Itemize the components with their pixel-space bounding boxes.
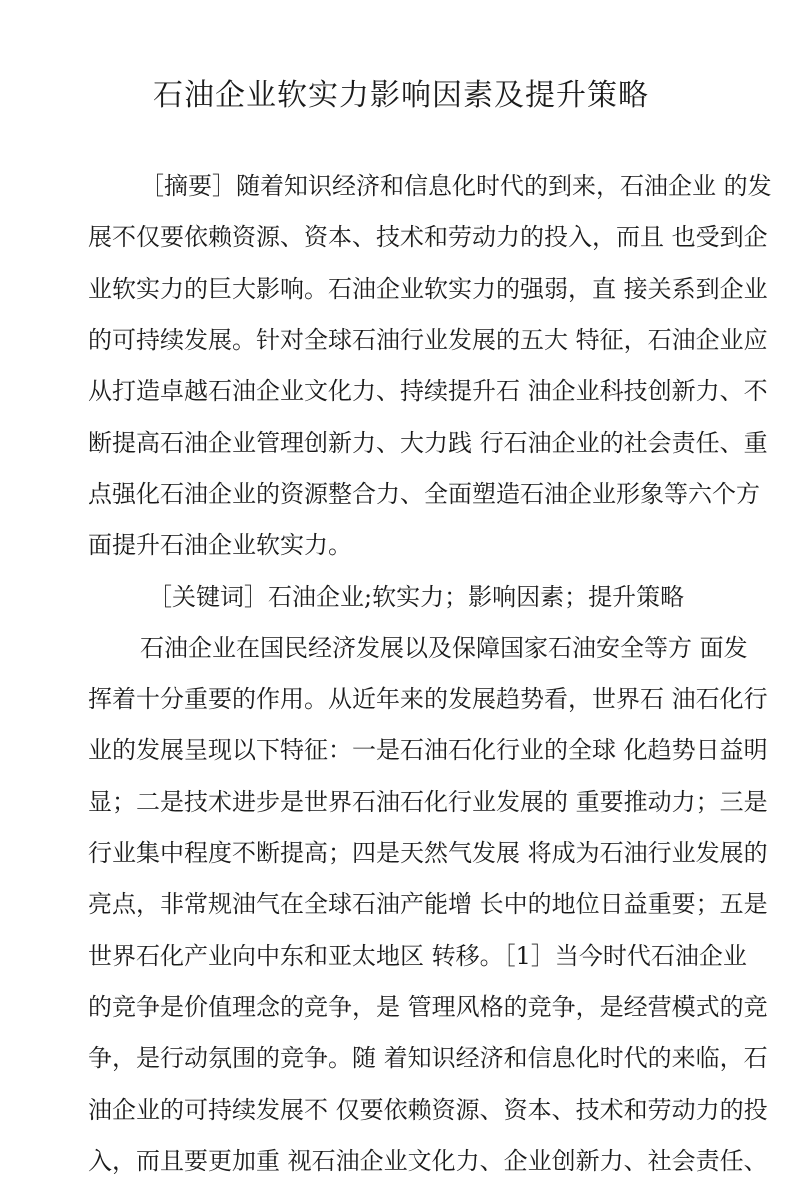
abstract-line: ［摘要］随着知识经济和信息化时代的到来，石油企业 的发 (140, 172, 772, 200)
body-line: 亮点，非常规油气在全球石油产能增 长中的地位日益重要；五是 (88, 890, 768, 918)
body-line: 的竞争是价值理念的竞争，是 管理风格的竞争，是经营模式的竞 (88, 993, 768, 1021)
body-line: 显；二是技术进步是世界石油石化行业发展的 重要推动力；三是 (88, 788, 768, 816)
abstract-line: 展不仅要依赖资源、资本、技术和劳动力的投入，而且 也受到企 (88, 223, 768, 251)
abstract-line: 业软实力的巨大影响。石油企业软实力的强弱，直 接关系到企业 (88, 275, 768, 303)
document-title: 石油企业软实力影响因素及提升策略 (153, 78, 649, 113)
keywords-line: ［关键词］石油企业;软实力；影响因素；提升策略 (148, 583, 685, 611)
body-line: 业的发展呈现以下特征：一是石油石化行业的全球 化趋势日益明 (88, 736, 768, 764)
abstract-line: 断提高石油企业管理创新力、大力践 行石油企业的社会责任、重 (88, 429, 768, 457)
body-line: 挥着十分重要的作用。从近年来的发展趋势看，世界石 油石化行 (88, 685, 768, 713)
abstract-line: 从打造卓越石油企业文化力、持续提升石 油企业科技创新力、不 (88, 377, 768, 405)
body-line: 争，是行动氛围的竞争。随 着知识经济和信息化时代的来临，石 (88, 1044, 768, 1072)
body-line: 石油企业在国民经济发展以及保障国家石油安全等方 面发 (140, 634, 748, 662)
body-line: 入，而且要更加重 视石油企业文化力、企业创新力、社会责任、 (88, 1147, 768, 1175)
abstract-line: 面提升石油企业软实力。 (88, 531, 352, 559)
abstract-line: 点强化石油企业的资源整合力、全面塑造石油企业形象等六个方 (88, 480, 760, 508)
abstract-line: 的可持续发展。针对全球石油行业发展的五大 特征，石油企业应 (88, 326, 768, 354)
body-line: 油企业的可持续发展不 仅要依赖资源、资本、技术和劳动力的投 (88, 1096, 768, 1124)
body-line: 行业集中程度不断提高；四是天然气发展 将成为石油行业发展的 (88, 839, 768, 867)
body-line: 世界石化产业向中东和亚太地区 转移。［1］当今时代石油企业 (88, 942, 747, 970)
